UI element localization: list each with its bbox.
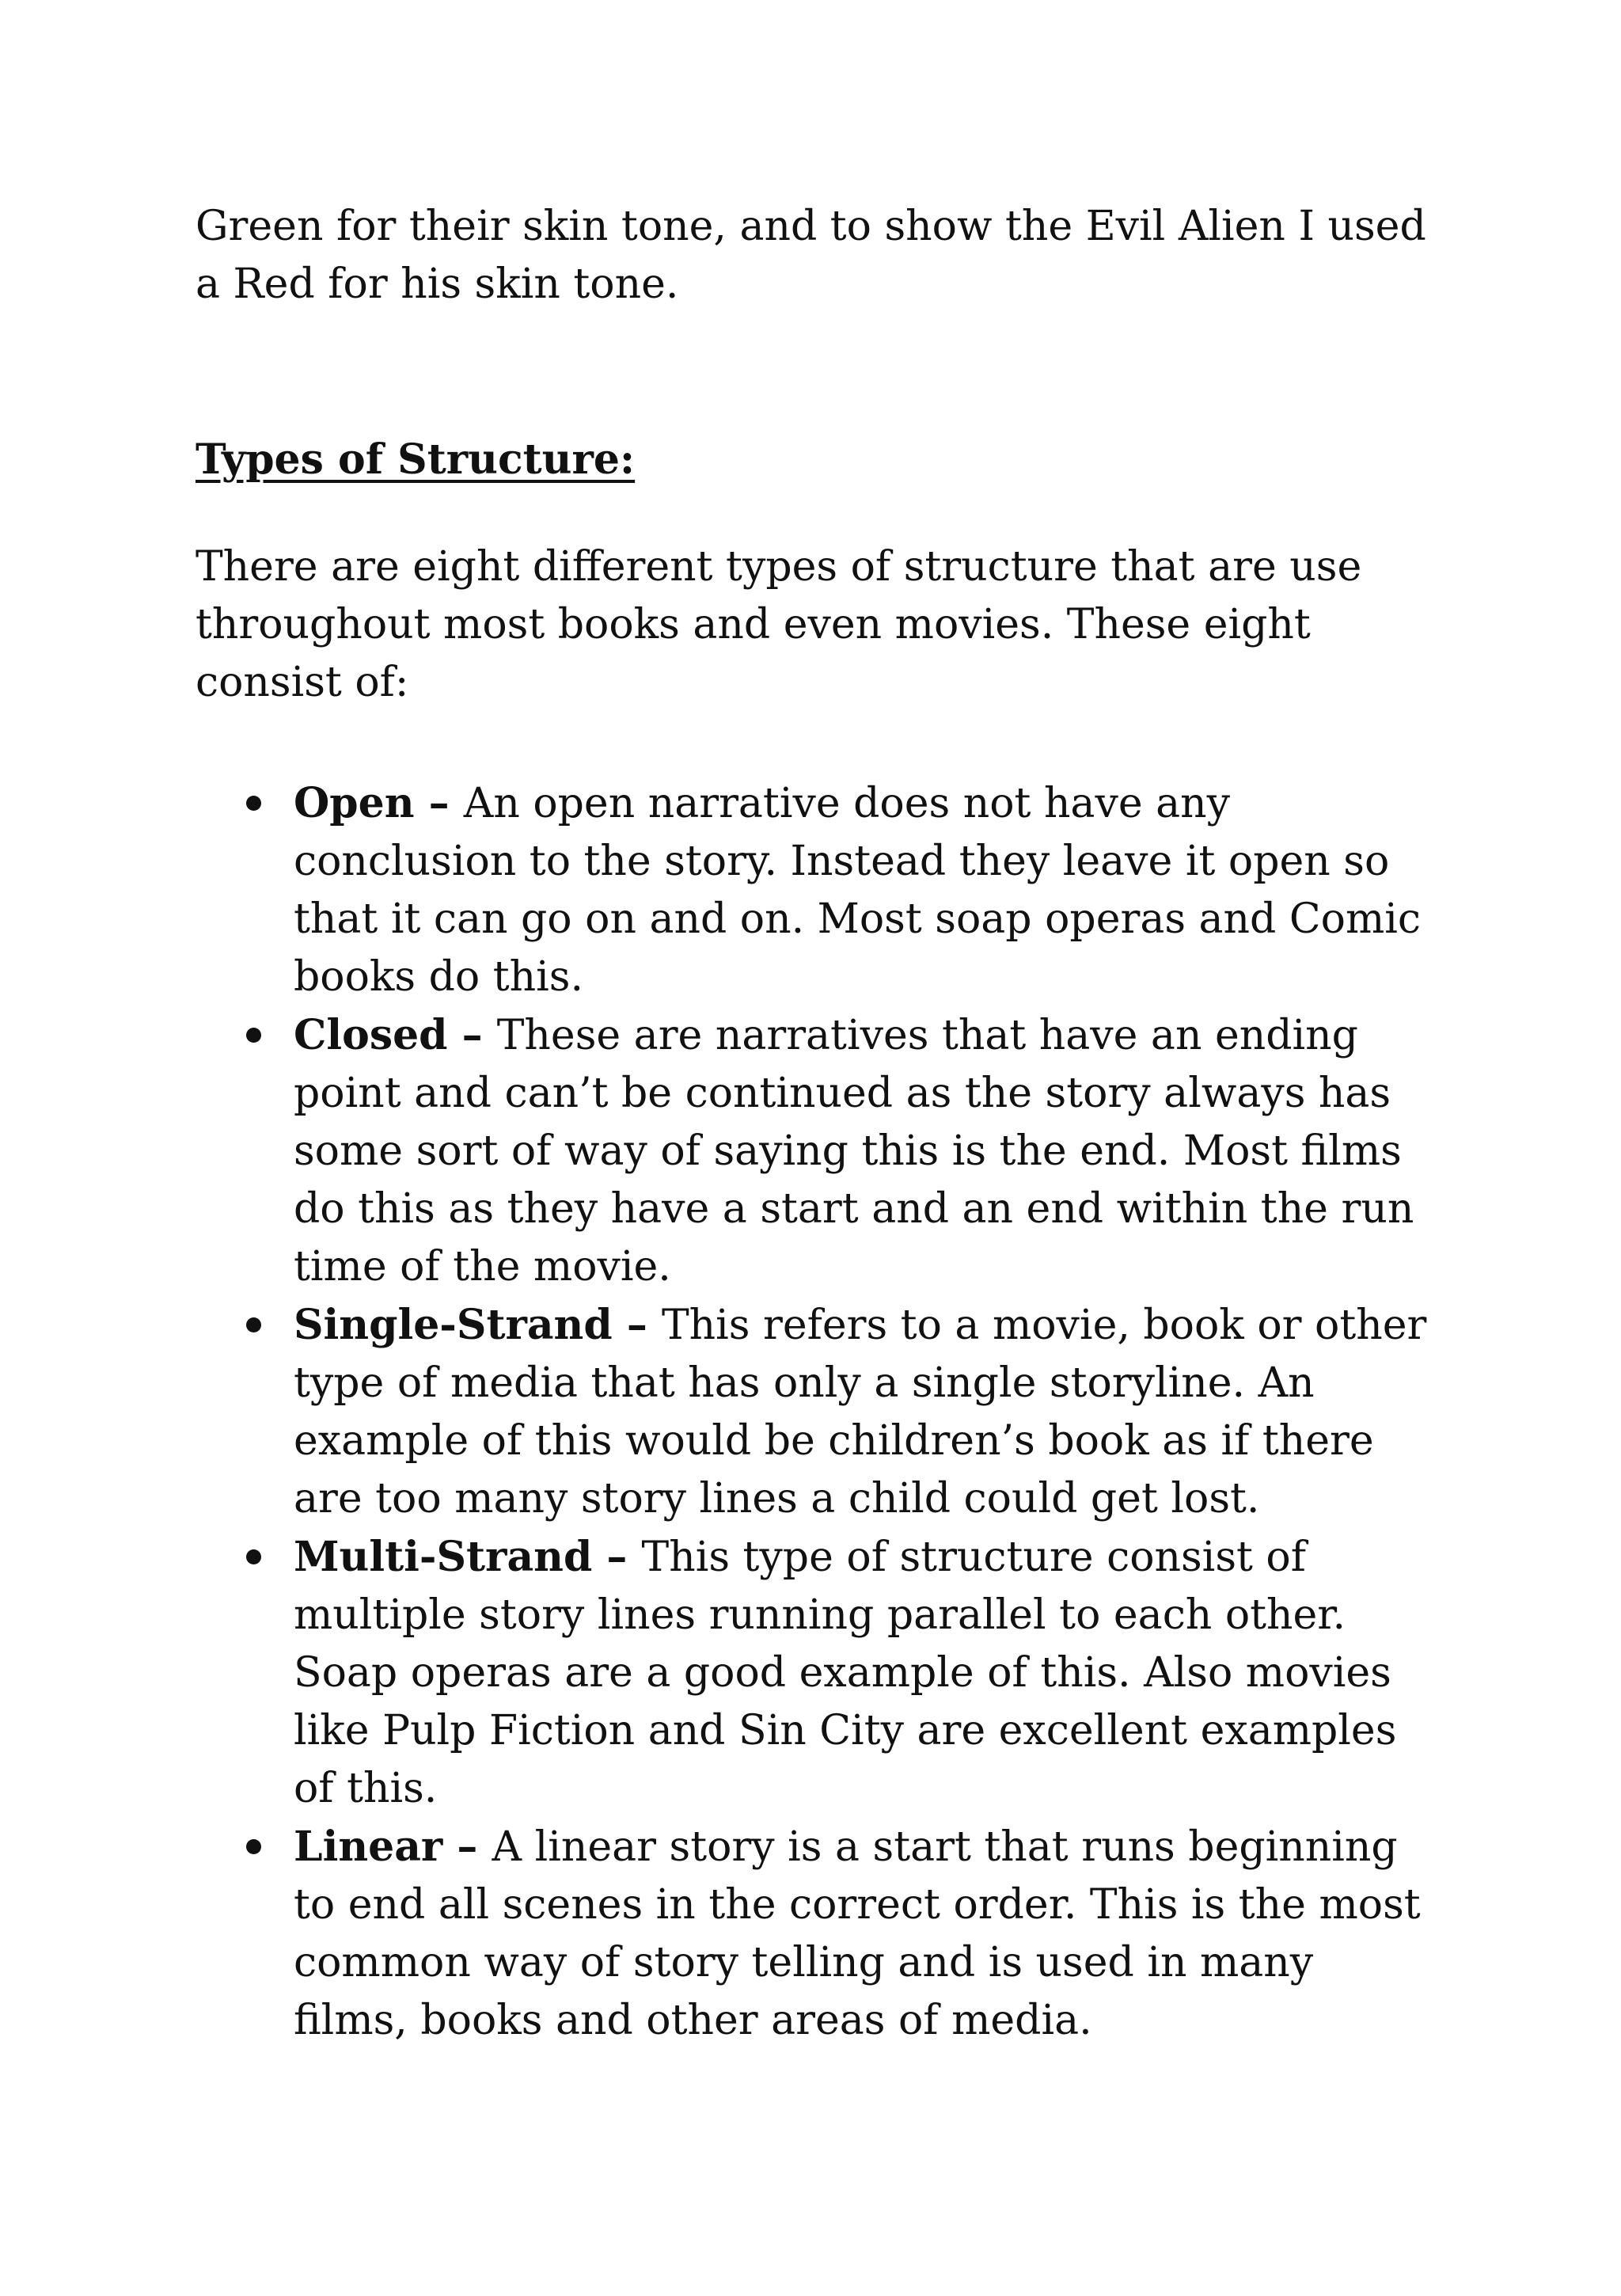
bullet-icon	[246, 796, 261, 811]
bullet-icon	[246, 1317, 261, 1332]
term-label: Multi-Strand –	[294, 1533, 642, 1581]
bullet-icon	[246, 1028, 261, 1043]
term-description: A linear story is a start that runs beginning to end all scenes in the correct order. This is the most common way of story telling and is used in many films, books and other areas of media.	[294, 1823, 1421, 2044]
page-content	[196, 198, 1430, 2050]
list-item-linear	[294, 1818, 1430, 2050]
term-description: An open narrative does not have any conclusion to the story. Instead they leave it open so that it can go on and on. Most soap operas and Comic books do this.	[294, 780, 1422, 1001]
list-item-closed	[294, 1006, 1430, 1296]
term-description: This refers to a movie, book or other type of media that has only a single storyline. An example of this would be children’s book as if there are too many story lines a child could get lost.	[294, 1302, 1427, 1522]
list-item-single-strand	[294, 1296, 1430, 1528]
term-description: These are narratives that have an ending point and can’t be continued as the story always has some sort of way of saying this is the end. Most films do this as they have a start and an end within the run time of the movie.	[294, 1012, 1414, 1291]
term-label: Open –	[294, 779, 464, 827]
section-heading: Types of Structure:	[196, 435, 636, 484]
term-description: This type of structure consist of multiple story lines running parallel to each other. Soap operas are a good example of this. Also movies like Pulp Fiction and Sin City are excellent examples of this.	[294, 1534, 1397, 1812]
bullet-icon	[246, 1549, 261, 1564]
structure-types-list	[196, 774, 1430, 2050]
intro-paragraph: Green for their skin tone, and to show the Evil Alien I used a Red for his skin tone.	[196, 203, 1426, 308]
list-item-multi-strand	[294, 1528, 1430, 1818]
term-label: Closed –	[294, 1011, 497, 1059]
term-label: Single-Strand –	[294, 1301, 662, 1349]
lead-paragraph: There are eight different types of structure that are use throughout most books and even movies. These eight consist of:	[196, 543, 1362, 706]
term-label: Linear –	[294, 1823, 492, 1871]
bullet-icon	[246, 1839, 261, 1854]
list-item-open	[294, 774, 1430, 1006]
